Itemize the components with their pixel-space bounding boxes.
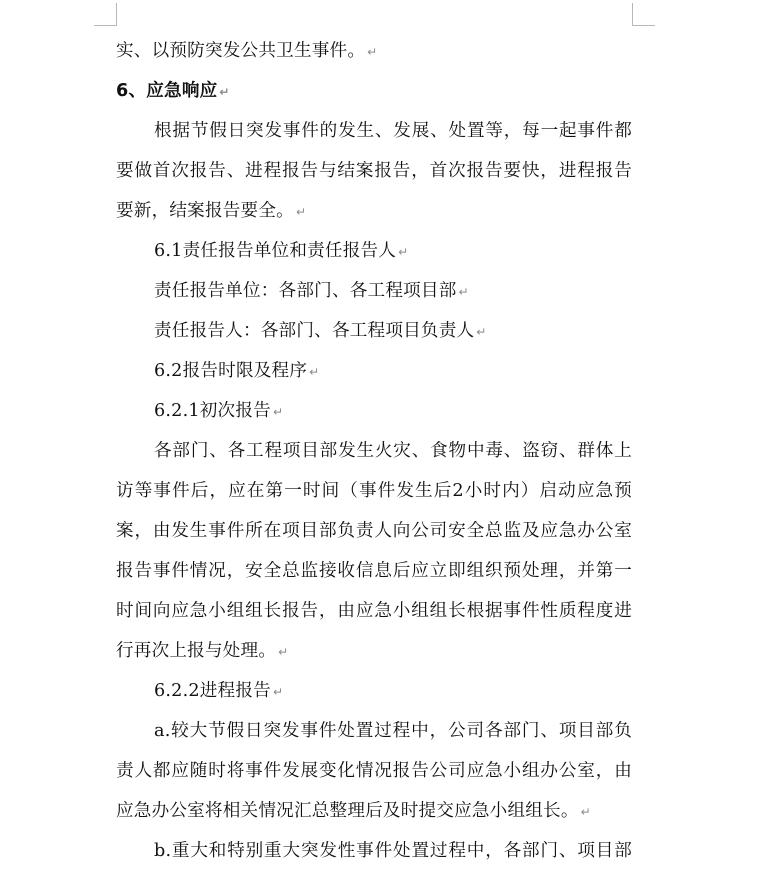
text-line: 案，由发生事件所在项目部负责人向公司安全总监及应急办公室 <box>116 521 632 541</box>
paragraph-mark-icon: ↵ <box>278 645 289 659</box>
paragraph-mark-icon: ↵ <box>398 245 409 259</box>
subsection-heading: 6.2.2进程报告 ↵ <box>154 681 284 701</box>
text-line: 时间向应急小组组长报告，由应急小组组长根据事件性质程度进 <box>116 601 632 621</box>
text-line: 要新，结案报告要全。 ↵ <box>116 201 307 221</box>
text-line: 责任报告单位：各部门、各工程项目部 ↵ <box>154 281 469 301</box>
paragraph-mark-icon: ↵ <box>272 685 284 699</box>
text-line: 实、以预防突发公共卫生事件。 ↵ <box>116 41 378 61</box>
paragraph-mark-icon: ↵ <box>367 45 378 59</box>
crop-mark-top-right <box>632 3 655 26</box>
paragraph-mark-icon: ↵ <box>476 325 487 339</box>
text-line: 责任报告人：各部门、各工程项目负责人 ↵ <box>154 321 487 341</box>
paragraph-mark-icon: ↵ <box>295 205 307 219</box>
paragraph-mark-icon: ↵ <box>219 85 230 99</box>
subsection-heading: 6.2报告时限及程序 ↵ <box>154 361 320 381</box>
text-line: b.重大和特别重大突发性事件处置过程中，各部门、项目部 <box>154 841 632 861</box>
paragraph-mark-icon: ↵ <box>272 405 284 419</box>
section-heading: 6、应急响应 ↵ <box>116 81 230 101</box>
subsection-heading: 6.1责任报告单位和责任报告人 ↵ <box>154 241 409 261</box>
paragraph-mark-icon: ↵ <box>580 805 591 819</box>
text-line: 各部门、各工程项目部发生火灾、食物中毒、盗窃、群体上 <box>154 441 632 461</box>
text-line: 行再次上报与处理。 ↵ <box>116 641 289 661</box>
subsection-heading: 6.2.1初次报告 ↵ <box>154 401 284 421</box>
crop-mark-top-left <box>94 3 117 26</box>
paragraph-mark-icon: ↵ <box>309 365 320 379</box>
text-line: 报告事件情况，安全总监接收信息后应立即组织预处理，并第一 <box>116 561 632 581</box>
text-line: 责人都应随时将事件发展变化情况报告公司应急小组办公室，由 <box>116 761 632 781</box>
text-line: 根据节假日突发事件的发生、发展、处置等，每一起事件都 <box>154 121 632 141</box>
text-line: 应急办公室将相关情况汇总整理后及时提交应急小组组长。 ↵ <box>116 801 591 821</box>
text-line: 访等事件后，应在第一时间（事件发生后2小时内）启动应急预 <box>116 481 632 501</box>
text-line: 要做首次报告、进程报告与结案报告，首次报告要快，进程报告 <box>116 161 632 181</box>
paragraph-mark-icon: ↵ <box>458 285 469 299</box>
text-line: a.较大节假日突发事件处置过程中，公司各部门、项目部负 <box>154 721 632 741</box>
